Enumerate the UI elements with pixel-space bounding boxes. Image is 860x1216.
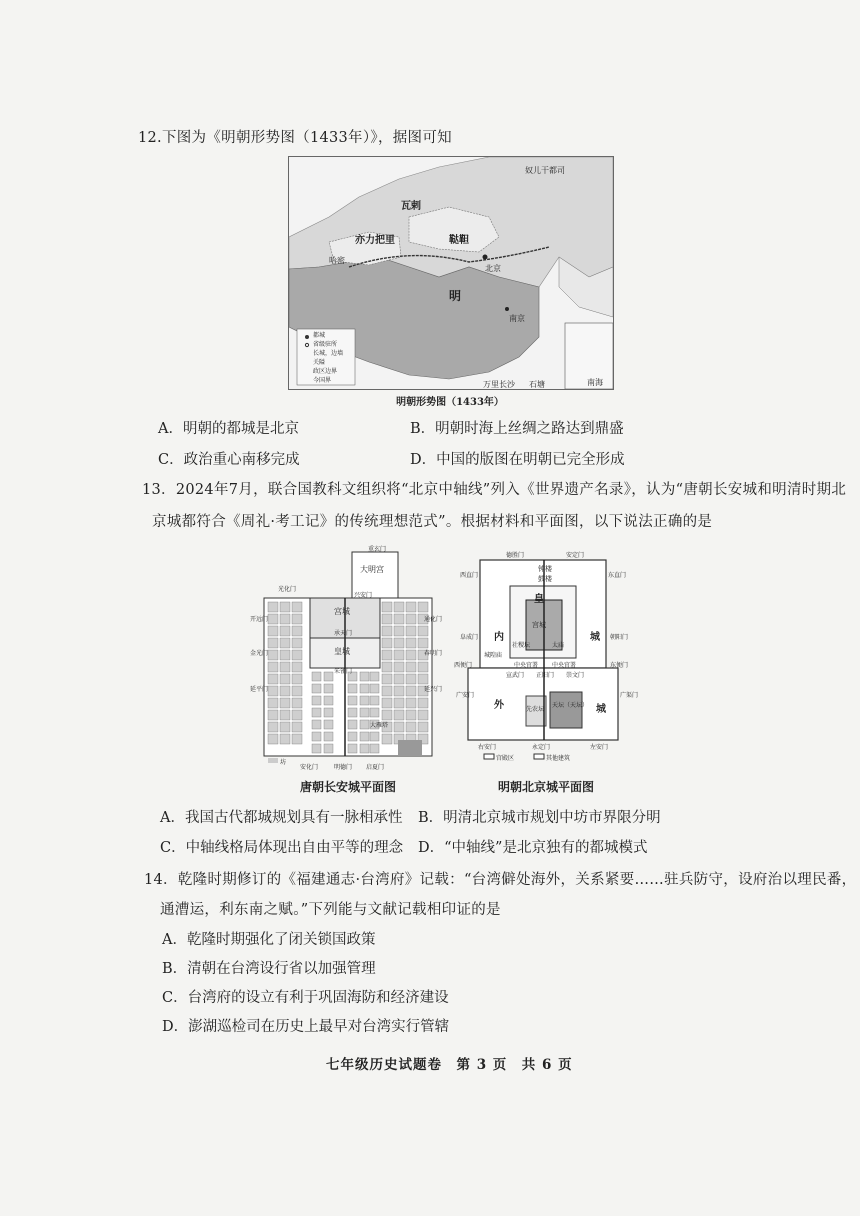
map-label-ming: 明 — [449, 289, 462, 303]
ward-block — [418, 638, 428, 648]
ming-label-youanmen: 右安门 — [478, 744, 497, 751]
ward-block — [280, 662, 290, 672]
ward-block — [312, 684, 321, 693]
tang-legend-fang: 坊 — [280, 759, 287, 766]
ward-block — [268, 650, 278, 660]
map-label-wanli: 万里长沙 — [483, 380, 515, 389]
ward-block — [406, 602, 416, 612]
ming-label-huang: 皇 — [534, 594, 544, 605]
ward-block — [406, 686, 416, 696]
ward-block — [394, 674, 404, 684]
q14-stem-line1: 14．乾隆时期修订的《福建通志·台湾府》记载：“台湾僻处海外，关系紧要……驻兵防守，设府治以理民番， — [144, 872, 857, 888]
ward-block — [280, 614, 290, 624]
q13-option-b[interactable]: B．明清北京城市规划中坊市界限分明 — [418, 810, 661, 826]
ward-block — [406, 638, 416, 648]
ming-label-taimiao: 太庙 — [552, 642, 565, 649]
ming-label-shejitan: 社稷坛 — [512, 642, 531, 649]
ward-block — [394, 662, 404, 672]
ming-label-zhongjun-east: 中央官署 — [552, 662, 577, 669]
q12-option-d[interactable]: D．中国的版图在明朝已完全形成 — [410, 452, 625, 468]
tang-label-chunmingmen: 春明门 — [424, 650, 443, 657]
ward-block — [382, 602, 392, 612]
ward-block — [370, 708, 379, 717]
ward-block — [348, 744, 357, 753]
ward-block — [292, 614, 302, 624]
ward-block — [292, 710, 302, 720]
map-label-nuergan: 奴儿干都司 — [525, 166, 565, 175]
ward-block — [268, 710, 278, 720]
ward-block — [382, 698, 392, 708]
map-label-shitang: 石塘 — [529, 380, 545, 389]
ward-block — [312, 708, 321, 717]
map-label-hami: 哈密 — [329, 256, 345, 265]
ward-block — [324, 684, 333, 693]
map-label-yilibali: 亦力把里 — [355, 235, 395, 246]
ming-label-zhengyangmen: 正阳门 — [536, 672, 555, 679]
tang-label-kaiyuanmen: 开远门 — [250, 616, 269, 623]
ming-label-andingmen: 安定门 — [566, 552, 585, 559]
ward-block — [382, 674, 392, 684]
ward-block — [292, 722, 302, 732]
ward-block — [312, 732, 321, 741]
ward-block — [382, 626, 392, 636]
ward-block — [394, 722, 404, 732]
ward-block — [280, 638, 290, 648]
ming-label-xiannongtan: 先农坛 — [526, 706, 545, 713]
ward-block — [382, 710, 392, 720]
ward-block — [280, 686, 290, 696]
ward-block — [418, 602, 428, 612]
page-footer: 七年级历史试题卷 第 3 页 共 6 页 — [326, 1057, 573, 1073]
ward-block — [382, 662, 392, 672]
ward-block — [268, 734, 278, 744]
ward-block — [324, 732, 333, 741]
tang-plan-svg — [248, 544, 448, 774]
ming-label-tiantan: 天坛（天坛） — [552, 702, 589, 709]
ward-block — [268, 686, 278, 696]
tang-changan-plan — [248, 544, 448, 774]
ward-block — [394, 602, 404, 612]
map-label-nanhai: 南海 — [587, 378, 603, 387]
ward-block — [370, 744, 379, 753]
ward-block — [292, 686, 302, 696]
ward-block — [418, 698, 428, 708]
ward-block — [292, 734, 302, 744]
tang-label-dayanta: 大雁塔 — [370, 722, 389, 729]
ming-label-gulou: 鼓楼 — [538, 575, 552, 583]
ming-label-fuchengmen: 阜成门 — [460, 634, 479, 641]
ming-situation-map — [288, 156, 614, 390]
ward-block — [312, 744, 321, 753]
ward-block — [280, 698, 290, 708]
ward-block — [370, 732, 379, 741]
ward-block — [348, 684, 357, 693]
ming-plan-caption: 明朝北京城平面图 — [497, 780, 594, 794]
ming-label-wai: 外 — [494, 700, 504, 711]
ward-block — [280, 650, 290, 660]
ward-block — [406, 674, 416, 684]
ward-block — [382, 614, 392, 624]
ward-block — [406, 650, 416, 660]
ming-label-chenghuangmiao: 城隍庙 — [484, 652, 503, 659]
tang-label-yanxingmen: 延兴门 — [424, 686, 443, 693]
ward-block — [268, 638, 278, 648]
ming-label-chaoyangmen: 朝阳门 — [610, 634, 629, 641]
q14-option-c[interactable]: C．台湾府的设立有利于巩固海防和经济建设 — [162, 990, 449, 1006]
tang-label-daminggong: 大明宫 — [360, 565, 384, 574]
ward-block — [292, 674, 302, 684]
legend-item: 省级驻所 — [313, 341, 338, 348]
ward-block — [382, 734, 392, 744]
q13-option-c[interactable]: C．中轴线格局体现出自由平等的理念 — [160, 840, 404, 856]
map-caption: 明朝形势图（1433年） — [396, 397, 504, 408]
ward-block — [324, 744, 333, 753]
ward-block — [370, 672, 379, 681]
ward-block — [382, 686, 392, 696]
ward-block — [418, 710, 428, 720]
ward-block — [348, 732, 357, 741]
ward-block — [324, 672, 333, 681]
ward-block — [406, 626, 416, 636]
ward-block — [312, 696, 321, 705]
ward-block — [418, 674, 428, 684]
ming-label-zuoanmen: 左安门 — [590, 744, 609, 751]
ward-block — [312, 720, 321, 729]
legend-item: 今国界 — [313, 377, 332, 384]
ward-block — [394, 698, 404, 708]
ward-block — [292, 638, 302, 648]
ming-label-xibianmen: 西便门 — [454, 662, 473, 669]
q13-option-a[interactable]: A．我国古代都城规划具有一脉相承性 — [160, 810, 403, 826]
ward-block — [280, 626, 290, 636]
ward-block — [394, 710, 404, 720]
ward-block — [268, 602, 278, 612]
q12-option-a[interactable]: A．明朝的都城是北京 — [158, 421, 299, 437]
map-label-beijing: 北京 — [485, 264, 501, 273]
ward-block — [418, 722, 428, 732]
q14-option-b[interactable]: B．清朝在台湾设行省以加强管理 — [162, 961, 376, 977]
ward-block — [394, 638, 404, 648]
ming-label-yongdingmen: 永定门 — [532, 744, 551, 751]
legend-item: 关隘 — [313, 359, 326, 366]
ming-label-xuanwumen: 宣武门 — [506, 672, 525, 679]
q12-option-c[interactable]: C．政治重心南移完成 — [158, 452, 300, 468]
ward-block — [280, 734, 290, 744]
map-label-nanjing: 南京 — [509, 314, 525, 323]
legend-item: 政区边界 — [313, 368, 338, 375]
tang-label-yanpingmen: 延平门 — [250, 686, 269, 693]
ming-label-gongcheng: 宫城 — [532, 621, 546, 629]
ward-block — [292, 662, 302, 672]
ming-beijing-plan — [454, 540, 638, 774]
ward-block — [324, 696, 333, 705]
ward-block — [324, 720, 333, 729]
ward-block — [280, 710, 290, 720]
map-label-dada: 鞑靼 — [449, 235, 469, 246]
ward-block — [394, 650, 404, 660]
tang-label-huangcheng: 皇城 — [334, 647, 350, 656]
tang-label-xingan: 兴安门 — [354, 592, 373, 599]
ward-block — [312, 672, 321, 681]
ward-block — [324, 708, 333, 717]
ming-legend-other: 其他建筑 — [546, 755, 571, 762]
ward-block — [382, 650, 392, 660]
tang-label-chongmen: 重玄门 — [368, 546, 387, 553]
ward-block — [406, 722, 416, 732]
ward-block — [268, 674, 278, 684]
ward-block — [292, 698, 302, 708]
ward-block — [406, 614, 416, 624]
ward-block — [370, 684, 379, 693]
ward-block — [348, 696, 357, 705]
q14-stem-line2: 通漕运，利东南之赋。”下列能与文献记载相印证的是 — [160, 902, 501, 918]
q13-stem-line2: 京城都符合《周礼·考工记》的传统理想范式”。根据材料和平面图，以下说法正确的是 — [152, 514, 713, 530]
q14-option-d[interactable]: D．澎湖巡检司在历史上最早对台湾实行管辖 — [162, 1019, 450, 1035]
ward-block — [382, 638, 392, 648]
tang-label-mingdemen: 明德门 — [334, 764, 353, 771]
ward-block — [360, 708, 369, 717]
ward-block — [280, 602, 290, 612]
ming-label-cheng: 城 — [590, 632, 600, 643]
ward-block — [394, 626, 404, 636]
ward-block — [360, 684, 369, 693]
q14-option-a[interactable]: A．乾隆时期强化了闭关锁国政策 — [162, 932, 376, 948]
ward-block — [292, 650, 302, 660]
ward-block — [360, 720, 369, 729]
ward-block — [268, 698, 278, 708]
ward-block — [360, 732, 369, 741]
ming-label-xizhimen: 西直门 — [460, 572, 479, 579]
ward-block — [418, 626, 428, 636]
tang-label-jinguangmen: 金光门 — [250, 650, 269, 657]
tang-plan-caption: 唐朝长安城平面图 — [299, 780, 396, 794]
ming-legend-palace: 宫殿区 — [496, 755, 515, 762]
ward-block — [268, 626, 278, 636]
tang-label-gongcheng: 宫城 — [334, 607, 350, 616]
q12-option-b[interactable]: B．明朝时海上丝绸之路达到鼎盛 — [410, 421, 624, 437]
ming-label-guangqumen: 广渠门 — [620, 692, 639, 699]
tang-label-anhuamen: 安化门 — [300, 764, 319, 771]
tang-label-tonghuamen: 通化门 — [424, 616, 443, 623]
ward-block — [406, 698, 416, 708]
ward-block — [418, 662, 428, 672]
ming-label-zhonglou: 钟楼 — [538, 565, 552, 573]
q12-stem: 12.下图为《明朝形势图（1433年）》，据图可知 — [138, 130, 452, 146]
ward-block — [406, 662, 416, 672]
q13-stem-line1: 13．2024年7月，联合国教科文组织将“北京中轴线”列入《世界遗产名录》，认为“唐朝长安城和明清时期北 — [142, 482, 847, 498]
ward-block — [394, 686, 404, 696]
ward-block — [292, 602, 302, 612]
legend-item: 长城，边墙 — [313, 350, 344, 357]
ming-label-dongbianmen: 东便门 — [610, 662, 629, 669]
tang-label-zhuquemen: 朱雀门 — [334, 668, 353, 675]
ming-label-deshengmen: 德胜门 — [506, 552, 525, 559]
ming-label-guanganmen: 广安门 — [456, 692, 475, 699]
ming-label-wai-cheng: 城 — [596, 704, 606, 715]
legend-item: 都城 — [313, 332, 326, 339]
ward-block — [268, 614, 278, 624]
ming-label-chongwenmen: 崇文门 — [566, 672, 585, 679]
ward-block — [348, 720, 357, 729]
ward-block — [394, 614, 404, 624]
ward-block — [360, 744, 369, 753]
ward-block — [370, 696, 379, 705]
tang-label-chengtianmen: 承天门 — [334, 630, 353, 637]
ming-label-nei: 内 — [494, 632, 504, 643]
ward-block — [280, 674, 290, 684]
ward-block — [360, 696, 369, 705]
ward-block — [406, 710, 416, 720]
ming-label-zhongjun-west: 中央官署 — [514, 662, 539, 669]
ward-block — [268, 722, 278, 732]
tang-label-qixiamen: 启夏门 — [366, 764, 385, 771]
ward-block — [360, 672, 369, 681]
q13-option-d[interactable]: D．“中轴线”是北京独有的都城模式 — [418, 840, 648, 856]
ming-label-dongzhimen: 东直门 — [608, 572, 627, 579]
ward-block — [292, 626, 302, 636]
tang-label-guanghuamen: 光化门 — [278, 586, 297, 593]
ward-block — [280, 722, 290, 732]
ward-block — [268, 662, 278, 672]
ward-block — [348, 708, 357, 717]
map-label-waci: 瓦剌 — [401, 201, 421, 212]
map-legend — [313, 331, 343, 385]
